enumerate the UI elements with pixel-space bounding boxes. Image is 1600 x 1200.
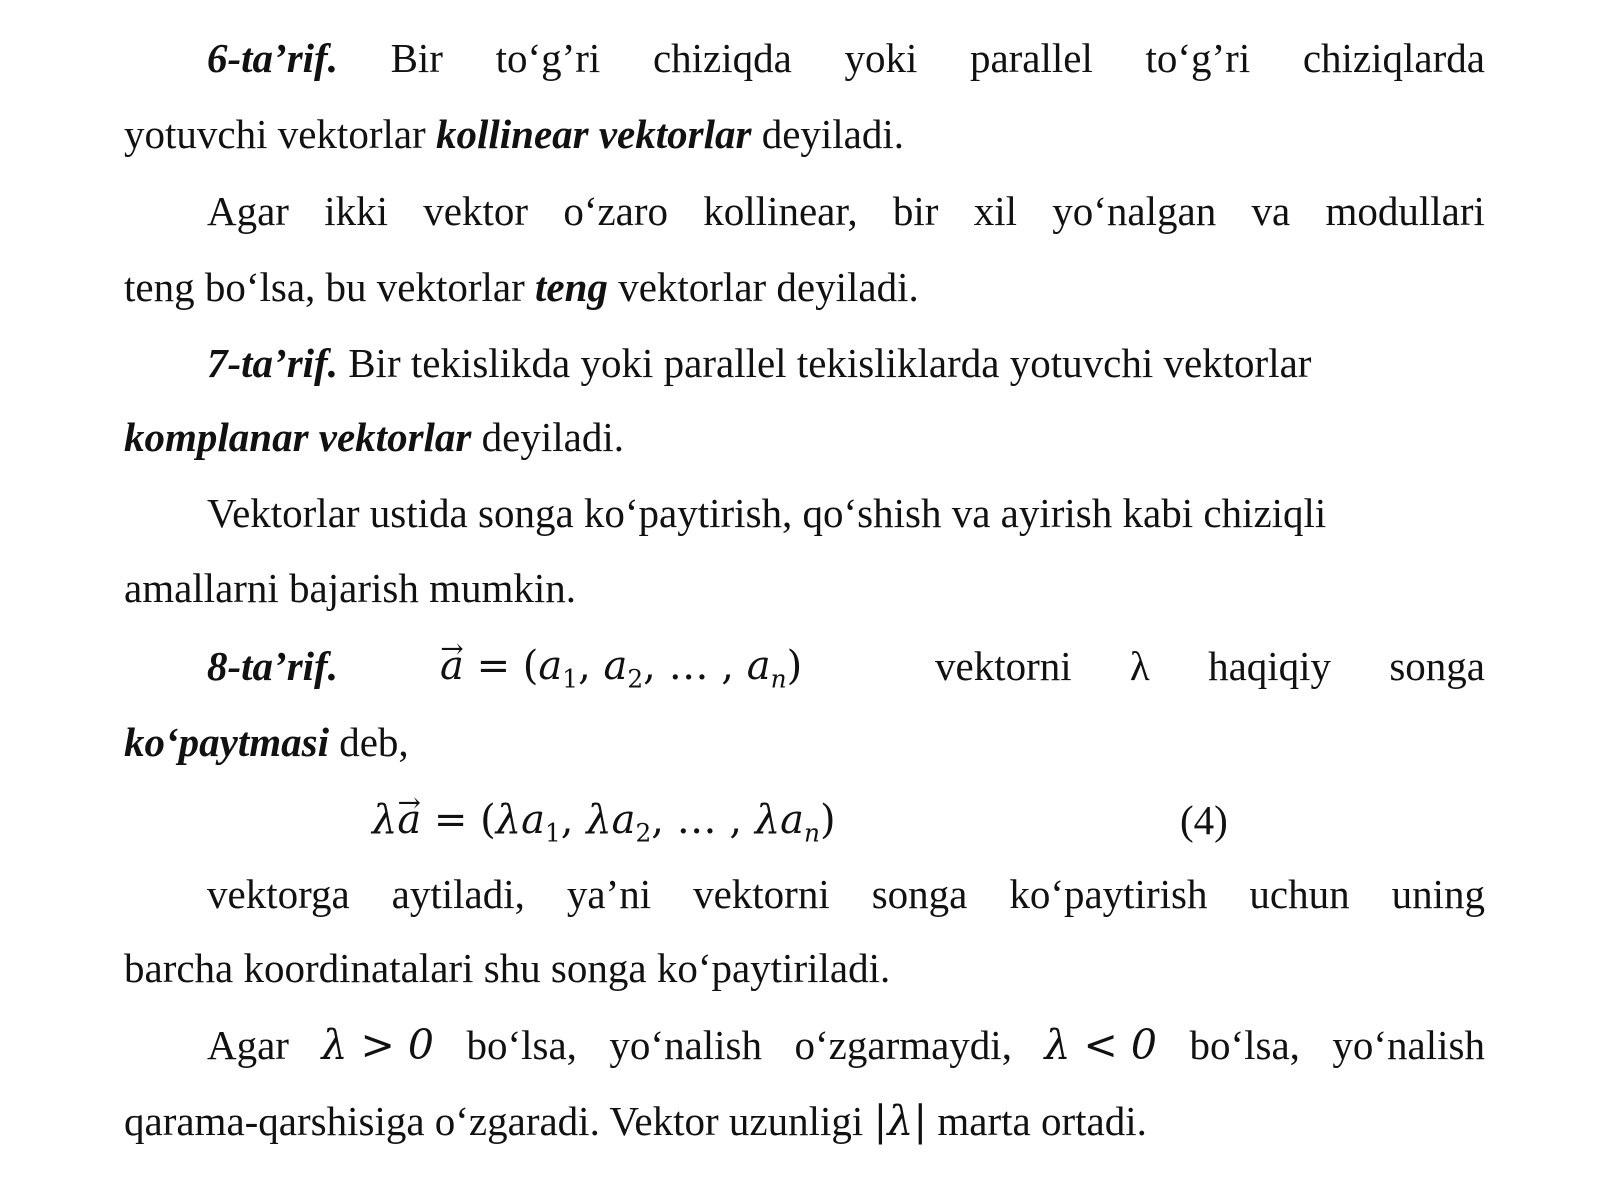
- def8-line2-text: [124, 716, 409, 768]
- abs-lambda: |λ|: [873, 1097, 928, 1145]
- word: yo‘nalish: [609, 1022, 763, 1068]
- word: va: [1251, 188, 1291, 234]
- word: chiziqlarda: [1302, 35, 1485, 81]
- word: ya’ni: [566, 871, 652, 917]
- def7-line2-text: [124, 411, 624, 463]
- text: …: [668, 643, 722, 689]
- word: Agar: [207, 188, 289, 234]
- def7-line1-text: [207, 337, 1311, 389]
- word: Agar: [207, 1022, 289, 1068]
- condition-positive: λ > 0: [321, 1021, 434, 1069]
- text: a: [746, 643, 771, 689]
- term-coplanar: komplanar vektorlar: [124, 414, 472, 460]
- text: ): [786, 643, 803, 689]
- word: λ: [1129, 643, 1150, 689]
- sign-para-line2-text: [124, 1095, 1147, 1147]
- word: yo‘nalgan: [1052, 188, 1217, 234]
- word: vektor: [423, 188, 529, 234]
- lambda-symbol: λ: [372, 797, 398, 843]
- word: bo‘lsa,: [1189, 1022, 1300, 1068]
- text: marta ortadi.: [927, 1098, 1147, 1144]
- ops-para-line2-text: amallarni bajarish mumkin.: [124, 565, 577, 611]
- def7-label: 7-ta’rif.: [207, 340, 338, 386]
- equation-number: (4): [1180, 797, 1228, 843]
- word: uning: [1391, 871, 1485, 917]
- sign-para-line1-justified: [207, 1019, 1485, 1071]
- word: haqiqiy: [1208, 643, 1332, 689]
- word: yoki: [844, 35, 918, 81]
- word: bo‘lsa,: [466, 1022, 577, 1068]
- text: vektorlar deyiladi.: [607, 264, 919, 310]
- word: chiziqda: [652, 35, 792, 81]
- text: deyiladi.: [751, 111, 905, 157]
- word: to‘g’ri: [495, 35, 601, 81]
- ops-para-line1-text: Vektorlar ustida songa ko‘paytirish, qo‘shish va ayirish kabi chiziqli: [207, 490, 1327, 536]
- vector-a-symbol: → a: [440, 640, 464, 692]
- text: a: [611, 797, 636, 843]
- text: teng bo‘lsa, bu vektorlar: [124, 264, 536, 310]
- text: ,: [729, 797, 755, 843]
- word: ikki: [324, 188, 389, 234]
- word: aytiladi,: [391, 871, 525, 917]
- text: qarama-qarshisiga o‘zgaradi. Vektor uzunligi: [124, 1098, 874, 1144]
- def8-formula: [440, 640, 802, 692]
- word: Bir: [390, 35, 443, 81]
- text: ,: [643, 643, 669, 689]
- def6-label: 6-ta’rif.: [207, 35, 338, 81]
- word: vektorga: [207, 871, 350, 917]
- word: xil: [973, 188, 1017, 234]
- word: o‘zgarmaydi,: [794, 1022, 1012, 1068]
- text: Bir tekislikda yoki parallel tekisliklarda yotuvchi vektorlar: [337, 340, 1312, 386]
- def8-words: [935, 640, 1485, 692]
- word: parallel: [969, 35, 1093, 81]
- vector-a-symbol: → a: [397, 794, 421, 846]
- word: songa: [1389, 643, 1485, 689]
- text: = (: [463, 643, 539, 689]
- after-para-line2-text: barcha koordinatalari shu songa ko‘paytiriladi.: [124, 945, 891, 991]
- text: a: [538, 643, 563, 689]
- lambda-symbol: λ: [495, 797, 522, 843]
- text: ,: [721, 643, 747, 689]
- term-product: ko‘paytmasi: [124, 719, 329, 765]
- word: vektorni: [935, 643, 1072, 689]
- equation-4-formula: [372, 794, 836, 846]
- def6-line2-text: [124, 108, 904, 160]
- word: o‘zaro: [563, 188, 669, 234]
- text: a: [521, 797, 545, 843]
- lambda-symbol: λ: [586, 797, 612, 843]
- word: bir: [892, 188, 939, 234]
- equal-para-line2-text: [124, 261, 919, 313]
- word: vektorni: [693, 871, 830, 917]
- word: ko‘paytirish: [1009, 871, 1208, 917]
- subscript: n: [804, 818, 821, 848]
- subscript: 1: [562, 664, 579, 694]
- text: = (: [421, 797, 496, 843]
- text: deyiladi.: [471, 414, 624, 460]
- subscript: 2: [635, 818, 652, 848]
- subscript: 2: [627, 664, 644, 694]
- text: ,: [560, 797, 587, 843]
- text: deb,: [328, 719, 409, 765]
- word: modullari: [1325, 188, 1485, 234]
- def8-label: 8-ta’rif.: [207, 643, 338, 689]
- text: ): [820, 797, 836, 843]
- text: yotuvchi vektorlar: [124, 111, 436, 157]
- word: songa: [871, 871, 968, 917]
- word: kollinear,: [703, 188, 858, 234]
- word: yo‘nalish: [1332, 1022, 1485, 1068]
- after-para-line1-justified: [207, 868, 1485, 920]
- text: ,: [651, 797, 677, 843]
- subscript: n: [770, 664, 787, 694]
- equal-para-line1-justified: [207, 185, 1485, 237]
- text: a: [603, 643, 628, 689]
- term-equal: teng: [535, 264, 608, 310]
- def6-line1-justified: [207, 32, 1485, 84]
- subscript: 1: [545, 818, 561, 848]
- term-collinear: kollinear vektorlar: [435, 111, 752, 157]
- text: ,: [578, 643, 604, 689]
- text: …: [676, 797, 730, 843]
- lambda-symbol: λ: [754, 797, 781, 843]
- text: a: [780, 797, 805, 843]
- word: uchun: [1249, 871, 1350, 917]
- condition-negative: λ < 0: [1044, 1021, 1157, 1069]
- word: to‘g’ri: [1145, 35, 1251, 81]
